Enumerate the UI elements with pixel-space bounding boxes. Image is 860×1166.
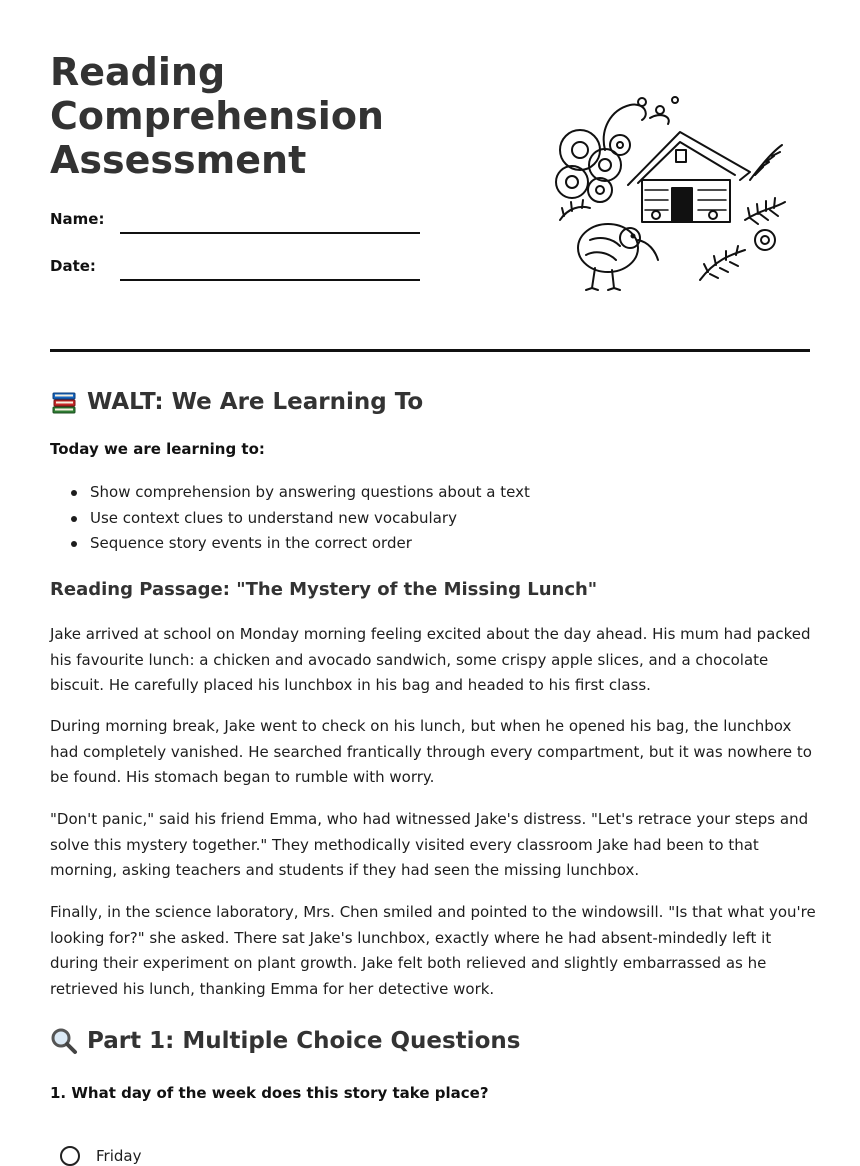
question-1: 1. What day of the week does this story take place? [50, 1084, 489, 1102]
worksheet-header [50, 0, 810, 352]
passage-paragraph: Finally, in the science laboratory, Mrs. Chen smiled and pointed to the windowsill. "Is that what you're looking for?" she asked. There sat Jake's lunchbox, exactly where he had absent-mindedly left it during their experiment on plant growth. Jake felt both relieved and slightly embarrassed as he retrieved his lunch, thanking Emma for her detective work. [50, 903, 816, 999]
kiwi-bird-and-marae-house-drawing [550, 90, 790, 295]
walt-intro: Today we are learning to: [50, 440, 265, 458]
books-icon [50, 388, 78, 416]
date-line[interactable] [120, 279, 420, 281]
name-field[interactable] [50, 208, 422, 238]
list-item: Use context clues to understand new vocabulary [50, 506, 530, 532]
passage-paragraph: "Don't panic," said his friend Emma, who had witnessed Jake's distress. "Let's retrace your steps and solve this mystery together." They methodically visited every classroom Jake had been to that morning, asking teachers and students if they had seen the missing lunchbox. [50, 810, 809, 880]
date-field[interactable] [50, 255, 422, 285]
part1-title: Part 1: Multiple Choice Questions [87, 1028, 521, 1054]
page-title: Reading Comprehension Assessment [50, 50, 384, 182]
date-label: Date: [50, 257, 96, 275]
magnifying-glass-icon [50, 1027, 78, 1055]
walt-title: WALT: We Are Learning To [87, 389, 424, 415]
walt-heading [50, 388, 423, 416]
answer-option[interactable] [60, 1146, 141, 1166]
passage-paragraph: Jake arrived at school on Monday morning feeling excited about the day ahead. His mum had packed his favourite lunch: a chicken and avocado sandwich, some crispy apple slices, and a chocolate biscuit. He carefully placed his lunchbox in his bag and headed to his first class. [50, 625, 811, 695]
list-item: Sequence story events in the correct order [50, 531, 530, 557]
header-divider [50, 349, 810, 352]
passage-title: Reading Passage: "The Mystery of the Missing Lunch" [50, 579, 598, 600]
passage-paragraph: During morning break, Jake went to check on his lunch, but when he opened his bag, the lunchbox had completely vanished. He searched frantically through every compartment, but it was nowhere to be found. His stomach began to rumble with worry. [50, 717, 812, 787]
worksheet-page [50, 0, 816, 1165]
option-label: Friday [96, 1147, 142, 1165]
name-line[interactable] [120, 232, 420, 234]
learning-objectives [50, 480, 530, 557]
part1-heading [50, 1027, 520, 1055]
list-item: Show comprehension by answering questions about a text [50, 480, 530, 506]
name-label: Name: [50, 210, 105, 228]
radio-button[interactable] [60, 1146, 80, 1166]
